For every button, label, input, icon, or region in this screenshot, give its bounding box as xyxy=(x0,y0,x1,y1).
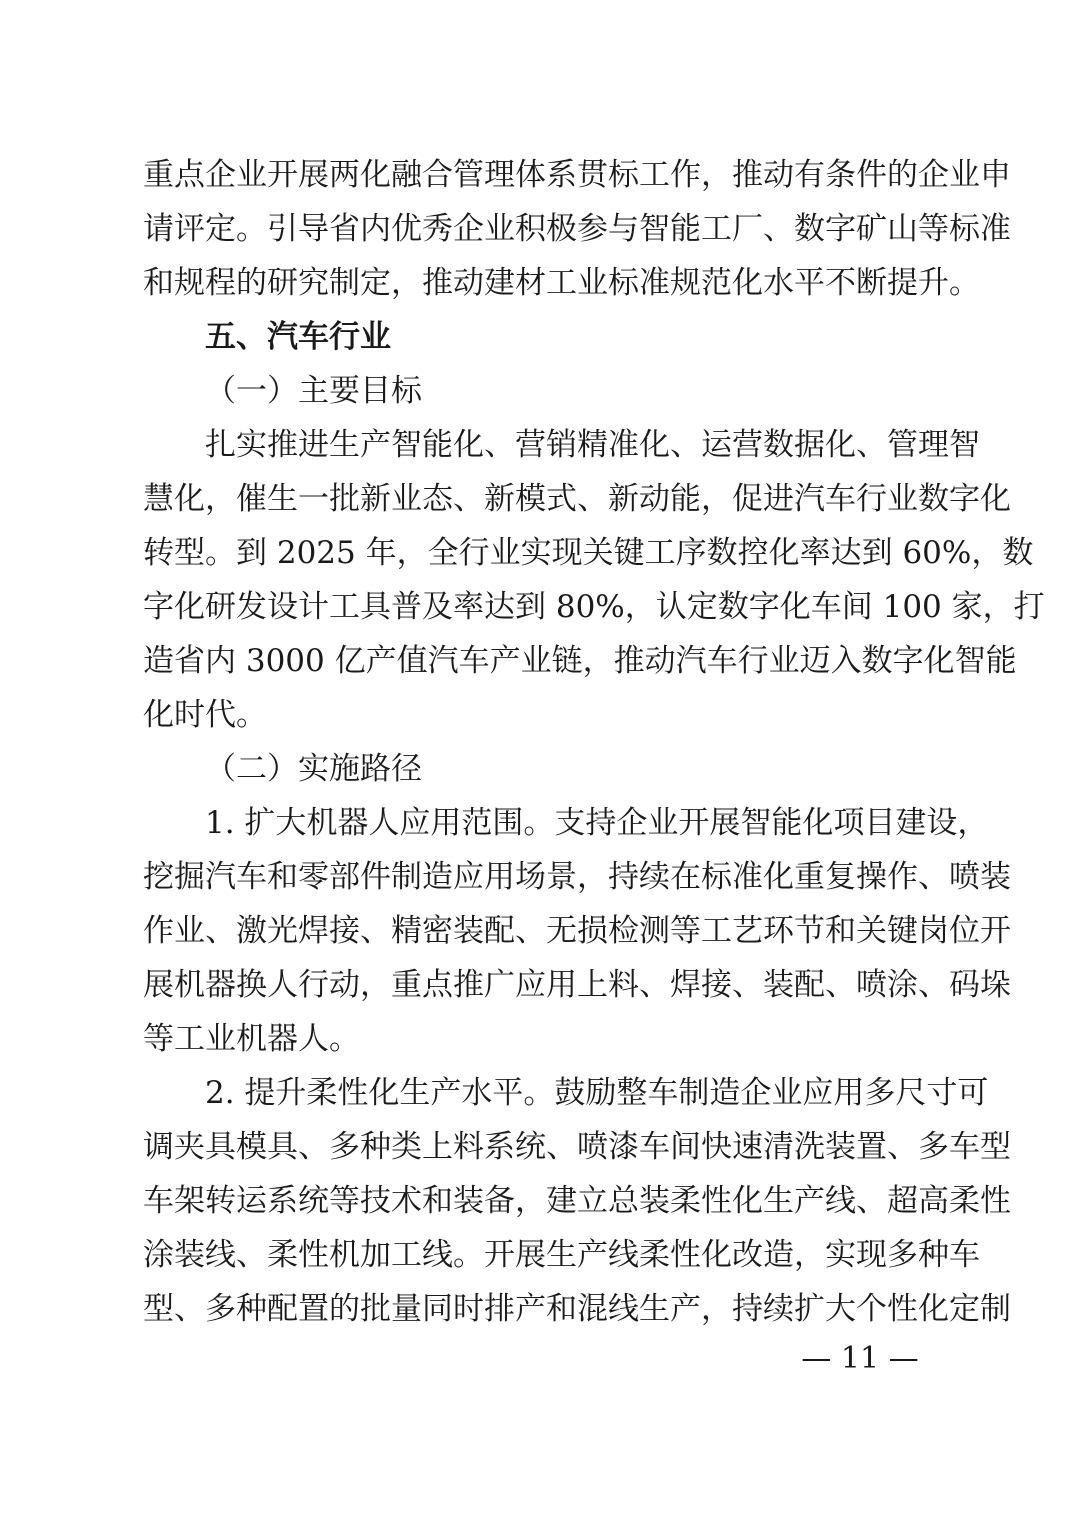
text-line-2: 请评定。引导省内优秀企业积极参与智能工厂、数字矿山等标准 xyxy=(143,211,1011,247)
text-line-8: 转型。到 2025 年，全行业实现关键工序数控化率达到 60%，数 xyxy=(143,535,1034,571)
subheading-main-goals: （一）主要目标 xyxy=(205,373,422,409)
text-line-21: 涂装线、柔性机加工线。开展生产线柔性化改造，实现多种车 xyxy=(143,1237,980,1273)
page-number: — 11 — xyxy=(801,1341,919,1376)
text-line-11: 化时代。 xyxy=(143,697,267,733)
text-line-15: 作业、激光焊接、精密装配、无损检测等工艺环节和关键岗位开 xyxy=(143,913,1011,949)
text-line-9: 字化研发设计工具普及率达到 80%，认定数字化车间 100 家，打 xyxy=(143,589,1045,625)
text-line-14: 挖掘汽车和零部件制造应用场景，持续在标准化重复操作、喷装 xyxy=(143,859,1011,895)
section-heading-automotive: 五、汽车行业 xyxy=(205,319,391,355)
text-line-20: 车架转运系统等技术和装备，建立总装柔性化生产线、超高柔性 xyxy=(143,1183,1011,1219)
subheading-implementation-path: （二）实施路径 xyxy=(205,751,422,787)
text-line-7: 慧化，催生一批新业态、新模式、新动能，促进汽车行业数字化 xyxy=(143,481,1011,517)
text-line-18: 2. 提升柔性化生产水平。鼓励整车制造企业应用多尺寸可 xyxy=(205,1075,989,1111)
text-line-13: 1. 扩大机器人应用范围。支持企业开展智能化项目建设， xyxy=(205,805,989,841)
text-line-3: 和规程的研究制定，推动建材工业标准规范化水平不断提升。 xyxy=(143,265,980,301)
text-line-16: 展机器换人行动，重点推广应用上料、焊接、装配、喷涂、码垛 xyxy=(143,967,1011,1003)
text-line-1: 重点企业开展两化融合管理体系贯标工作，推动有条件的企业申 xyxy=(143,157,1011,193)
text-line-17: 等工业机器人。 xyxy=(143,1021,360,1057)
text-line-19: 调夹具模具、多种类上料系统、喷漆车间快速清洗装置、多车型 xyxy=(143,1129,1011,1165)
text-line-22: 型、多种配置的批量同时排产和混线生产，持续扩大个性化定制 xyxy=(143,1291,1011,1327)
text-line-6: 扎实推进生产智能化、营销精准化、运营数据化、管理智 xyxy=(205,427,980,463)
text-line-10: 造省内 3000 亿产值汽车产业链，推动汽车行业迈入数字化智能 xyxy=(143,643,1017,679)
